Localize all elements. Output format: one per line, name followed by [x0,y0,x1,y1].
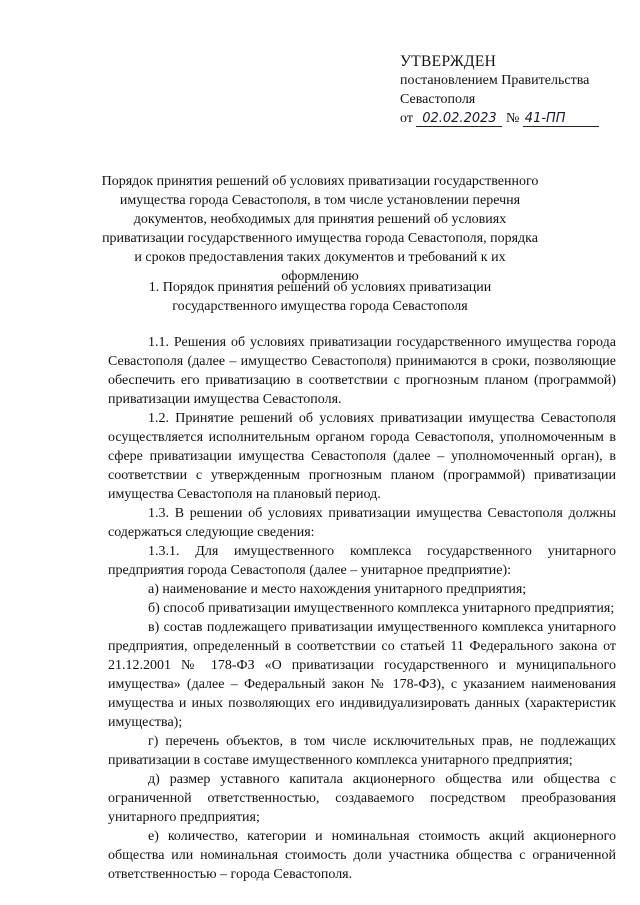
approval-line-1: постановлением Правительства [400,73,590,88]
paragraph: б) способ приватизации имущественного комплекса унитарного предприятия; [148,601,615,616]
handwritten-number: 41-ПП [523,112,599,127]
section-heading: 1. Порядок принятия решений об условиях приватизации государственного имущества города Севастополя [148,280,492,314]
handwritten-date: 02.02.2023 [416,112,502,127]
document-body [108,333,616,884]
approval-stamp: УТВЕРЖДЕН [400,53,497,70]
paragraph: 1.3. В решении об условиях приватизации имущества Севастополя должны содержаться следующие сведения: [108,506,616,540]
date-prefix: от [400,111,413,126]
document-title: Порядок принятия решений об условиях приватизации государственного имущества города Севастополя, в том числе установлении перечня документов, необходимых для принятия решений об условиях приватизации государственного имущества города Севастополя, порядка и сроков предоставления таких документов и требований к их оформлению [101,174,539,284]
approval-date-line [400,109,630,128]
approval-block [400,52,630,128]
paragraph: г) перечень объектов, в том числе исключительных прав, не подлежащих приватизации в составе имущественного комплекса унитарного предприятия; [108,734,616,768]
number-sign: № [505,111,520,126]
paragraph: д) размер уставного капитала акционерного общества или общества с ограниченной ответственностью, создаваемого посредством преобразования унитарного предприятия; [108,772,616,825]
approval-line-2: Севастополя [400,92,476,107]
paragraph: 1.1. Решения об условиях приватизации государственного имущества города Севастополя (далее – имущество Севастополя) принимаются в сроки, позволяющие обеспечить его приватизацию в соответствии с прогнозным планом (программой) приватизации имущества Севастополя. [108,335,616,407]
paragraph: а) наименование и место нахождения унитарного предприятия; [148,582,527,597]
paragraph: в) состав подлежащего приватизации имущественного комплекса унитарного предприятия, определенный в соответствии со статьей 11 Федерального закона от 21.12.2001 № 178-ФЗ «О приватизации государственного и муниципального имущества» (далее – Федеральный закон № 178-ФЗ), с указанием наименования имущества и иных позволяющих его индивидуализировать данных (характеристик имущества); [108,620,616,730]
paragraph: е) количество, категории и номинальная стоимость акций акционерного общества или номинальная стоимость доли участника общества с ограниченной ответственностью – города Севастополя. [108,829,616,882]
paragraph: 1.2. Принятие решений об условиях приватизации имущества Севастополя осуществляется исполнительным органом города Севастополя, уполномоченным в сфере приватизации имущества Севастополя (далее – уполномоченный орган), в соответствии с утвержденным прогнозным планом (программой) приватизации имущества Севастополя на плановый период. [108,411,616,502]
paragraph: 1.3.1. Для имущественного комплекса государственного унитарного предприятия города Севастополя (далее – унитарное предприятие): [108,544,616,578]
